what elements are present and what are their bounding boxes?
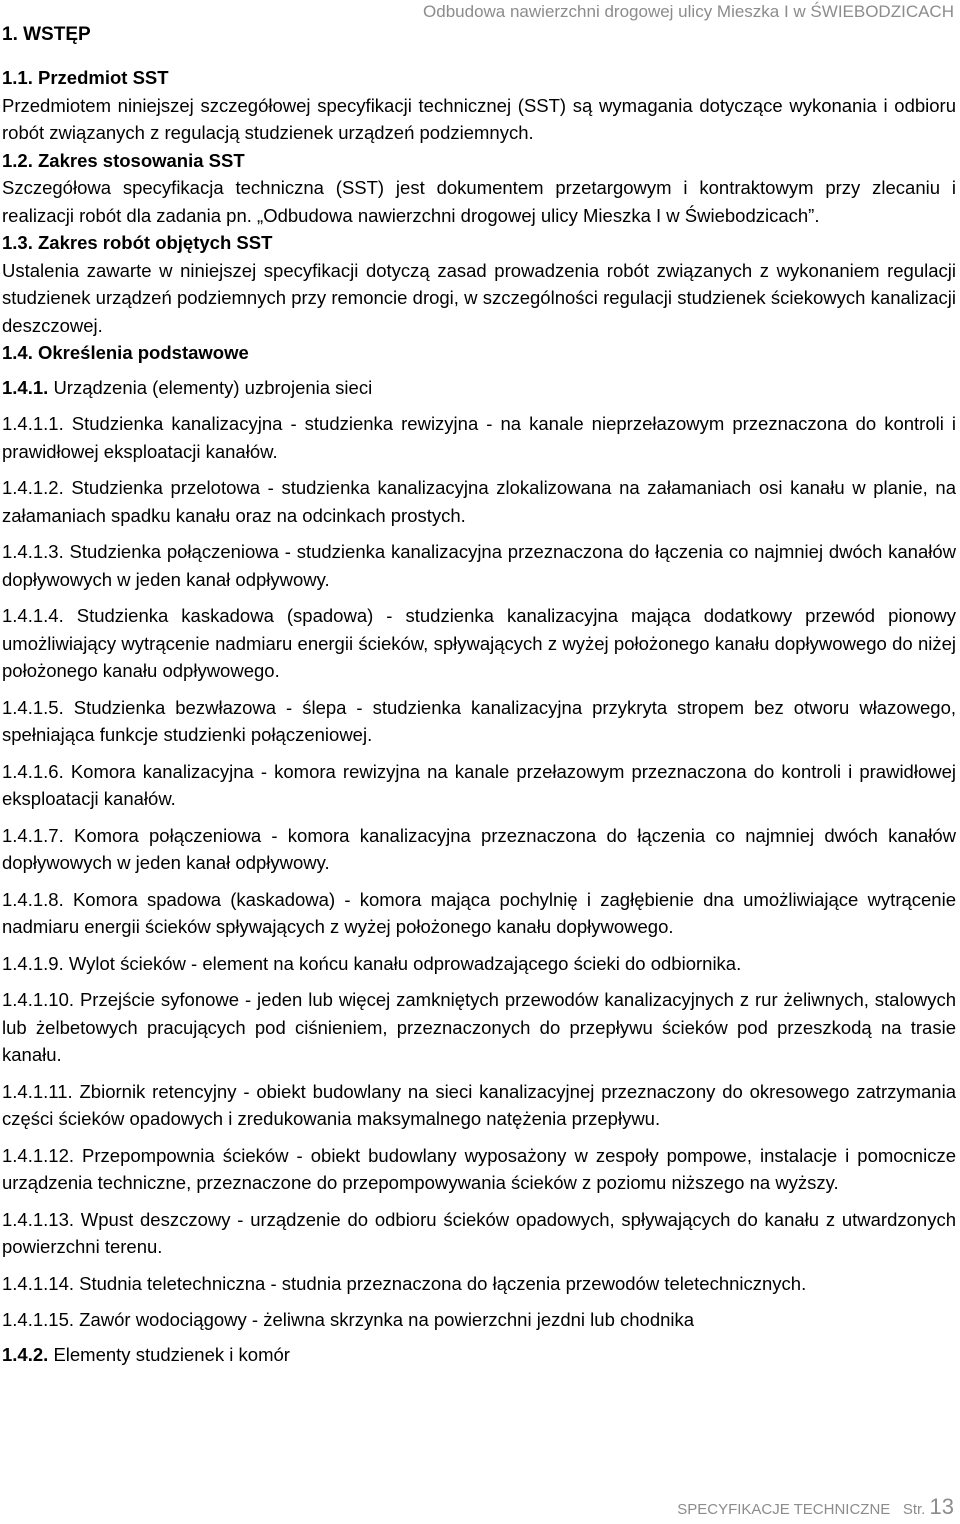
definition-text: Komora spadowa (kaskadowa) - komora mająca pochylnię i zagłębienie dna umożliwiające wytrącenie nadmiaru energii ścieków spływających z wyżej położonego kanału dopływowego. (2, 888, 956, 937)
definition-item (2, 986, 956, 1069)
definition-text: Studzienka przelotowa - studzienka kanalizacyjna zlokalizowana na załamaniach osi kanału w planie, na załamaniach spadku kanału oraz na odcinkach prostych. (2, 477, 957, 526)
subsection-text: Elementy studzienek i komór (53, 1343, 290, 1365)
definition-number: 1.4.1.5. (2, 696, 64, 718)
definition-text: Studzienka kanalizacyjna - studzienka rewizyjna - na kanale nieprzełazowym przeznaczona do kontroli i prawidłowej eksploatacji kanałów. (2, 413, 956, 462)
definition-text: Wpust deszczowy - urządzenie do odbioru ścieków opadowych, spływających do kanału z utwardzonych powierzchni terenu. (2, 1208, 956, 1257)
section-body-1-1: Przedmiotem niniejszej szczegółowej specyfikacji technicznej (SST) są wymagania dotyczące wykonania i odbioru robót związanych z regulacją studzienek urządzeń podziemnych. (2, 94, 956, 143)
definition-text: Przepompownia ścieków - obiekt budowlany wyposażony w zespoły pompowe, instalacje i pomocnicze urządzenia techniczne, przeznaczone do przepompowywania ścieków z poziomu niższego na wyższy. (2, 1144, 956, 1193)
definition-item (2, 1142, 956, 1197)
definition-text: Przejście syfonowe - jeden lub więcej zamkniętych przewodów kanalizacyjnych z rur żeliwnych, stalowych lub żelbetowych pracujących pod ciśnieniem, przeznaczonych do przepływu ścieków pod przeszkodą na trasie kanału. (2, 989, 957, 1065)
definition-number: 1.4.1.9. (2, 952, 64, 974)
subsection-heading-1-4-1 (2, 374, 956, 402)
definition-item (2, 1206, 956, 1261)
page-number: 13 (929, 1494, 954, 1519)
definition-number: 1.4.1.10. (2, 989, 75, 1010)
definition-number: 1.4.1.12. (2, 1144, 75, 1166)
definition-item (2, 602, 956, 685)
definition-item (2, 822, 956, 877)
definition-number: 1.4.1.14. (2, 1272, 75, 1294)
definition-text: Studnia teletechniczna - studnia przeznaczona do łączenia przewodów teletechnicznych. (79, 1272, 807, 1294)
definition-text: Studzienka połączeniowa - studzienka kanalizacyjna przeznaczona do łączenia co najmniej dwóch kanałów dopływowych w jeden kanał odpływowy. (2, 541, 956, 590)
definition-text: Studzienka kaskadowa (spadowa) - studzienka kanalizacyjna mająca dodatkowy przewód pionowy umożliwiający wytrącenie nadmiaru energii ścieków, spływających z wyżej położonego kanału dopływowego do niżej położonego kanału odpływowego. (2, 605, 956, 681)
subsection-heading-1-4-2 (2, 1341, 956, 1369)
section-heading-1-4: 1.4. Określenia podstawowe (2, 342, 249, 363)
definition-item (2, 1270, 956, 1298)
definition-item (2, 694, 956, 749)
definition-item (2, 1078, 956, 1133)
definition-item (2, 758, 956, 813)
section-heading-1-3: 1.3. Zakres robót objętych SST (2, 232, 273, 253)
section-heading-1-1: 1.1. Przedmiot SST (2, 67, 169, 88)
definition-item (2, 1306, 956, 1334)
definition-text: Studzienka bezwłazowa - ślepa - studzienka kanalizacyjna przykryta stropem bez otworu włazowego, spełniająca funkcje studzienki połączeniowej. (2, 696, 957, 745)
subsection-number: 1.4.1. (2, 376, 49, 398)
definition-item (2, 474, 956, 529)
section-body-1-2: Szczegółowa specyfikacja techniczna (SST) jest dokumentem przetargowym i kontraktowym przy zlecaniu i realizacji robót dla zadania pn. „Odbudowa nawierzchni drogowej ulicy Mieszka I w Świebodzicach”. (2, 177, 956, 226)
page-footer (677, 1494, 954, 1520)
definition-text: Komora kanalizacyjna - komora rewizyjna na kanale przełazowym przeznaczona do kontroli i prawidłowej eksploatacji kanałów. (2, 760, 957, 809)
definition-number: 1.4.1.13. (2, 1208, 75, 1230)
footer-label: SPECYFIKACJE TECHNICZNE (677, 1501, 891, 1518)
definition-number: 1.4.1.11. (2, 1080, 73, 1102)
subsection-text: Urządzenia (elementy) uzbrojenia sieci (53, 376, 373, 398)
definition-item (2, 410, 956, 465)
definition-item (2, 950, 956, 978)
definition-number: 1.4.1.7. (2, 824, 64, 846)
definition-number: 1.4.1.8. (2, 888, 64, 910)
definition-text: Komora połączeniowa - komora kanalizacyjna przeznaczona do łączenia co najmniej dwóch kanałów dopływowych w jeden kanał odpływowy. (2, 824, 956, 873)
definition-text: Zawór wodociągowy - żeliwna skrzynka na powierzchni jezdni lub chodnika (79, 1309, 695, 1330)
definition-item (2, 886, 956, 941)
chapter-title: 1. WSTĘP (2, 24, 91, 45)
document-body (2, 64, 956, 1368)
definition-number: 1.4.1.6. (2, 760, 64, 782)
definition-text: Zbiornik retencyjny - obiekt budowlany na sieci kanalizacyjnej przeznaczony do okresowego zatrzymania części ścieków opadowych i zredukowania maksymalnego natężenia przepływu. (2, 1080, 956, 1129)
definition-number: 1.4.1.2. (2, 477, 64, 498)
definition-item (2, 538, 956, 593)
subsection-number: 1.4.2. (2, 1343, 49, 1365)
definition-number: 1.4.1.15. (2, 1309, 75, 1330)
definition-number: 1.4.1.3. (2, 541, 64, 562)
section-heading-1-2: 1.2. Zakres stosowania SST (2, 149, 245, 171)
page-prefix: Str. (902, 1501, 926, 1518)
definition-number: 1.4.1.1. (2, 413, 64, 434)
definitions-list (2, 410, 956, 1334)
definition-number: 1.4.1.4. (2, 605, 64, 626)
running-header: Odbudowa nawierzchni drogowej ulicy Mieszka I w ŚWIEBODZICACH (423, 2, 954, 21)
section-body-1-3: Ustalenia zawarte w niniejszej specyfikacji dotyczą zasad prowadzenia robót związanych z wykonaniem regulacji studzienek urządzeń podziemnych przy remoncie drogi, w szczególności regulacji studzienek ściekowych kanalizacji deszczowej. (2, 259, 956, 336)
definition-text: Wylot ścieków - element na końcu kanału odprowadzającego ścieki do odbiornika. (68, 952, 742, 974)
